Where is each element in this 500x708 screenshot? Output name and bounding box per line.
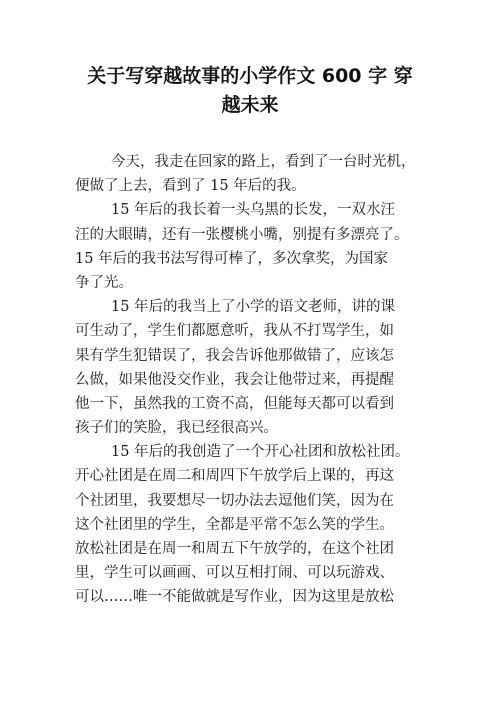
body-line: 么做，如果他没交作业，我会让他带过来，再提醒 [75, 371, 394, 388]
body-line: 15 年后的我书法写得可棒了，多次拿奖，为国家 [75, 250, 389, 267]
body-line: 他一下，虽然我的工资不高，但能每天都可以看到 [75, 395, 394, 412]
body-line: 汪的大眼睛，还有一张樱桃小嘴，别提有多漂亮了。 [75, 226, 409, 243]
body-line: 里，学生可以画画、可以互相打闹、可以玩游戏、 [75, 565, 394, 582]
body-line: 15 年后的我创造了一个开心社团和放松社团。 [111, 444, 410, 461]
document-title [40, 62, 460, 120]
title-line: 越未来 [221, 94, 279, 116]
body-line: 便做了上去，看到了 15 年后的我。 [75, 178, 306, 195]
document-body [75, 150, 430, 610]
body-line: 可以……唯一不能做就是写作业，因为这里是放松 [75, 589, 394, 606]
body-line: 孩子们的笑脸，我已经很高兴。 [75, 420, 278, 437]
body-line: 15 年后的我长着一头乌黑的长发，一双水汪 [111, 202, 396, 219]
body-line: 开心社团是在周二和周四下午放学后上课的，再这 [75, 468, 394, 485]
body-line: 15 年后的我当上了小学的语文老师，讲的课 [111, 299, 396, 316]
body-line: 今天，我走在回家的路上，看到了一台时光机， [111, 154, 416, 170]
title-line: 关于写穿越故事的小学作文 600 字 穿 [87, 65, 413, 87]
body-line: 这个社团里的学生，全都是平常不怎么笑的学生。 [75, 516, 394, 533]
body-line: 可生动了，学生们都愿意听，我从不打骂学生，如 [75, 323, 394, 340]
body-line: 个社团里，我要想尽一切办法去逗他们笑，因为在 [75, 492, 394, 509]
body-line: 放松社团是在周一和周五下午放学的，在这个社团 [75, 541, 394, 557]
body-line: 争了光。 [75, 274, 133, 291]
body-line: 果有学生犯错误了，我会告诉他那做错了，应该怎 [75, 347, 394, 364]
